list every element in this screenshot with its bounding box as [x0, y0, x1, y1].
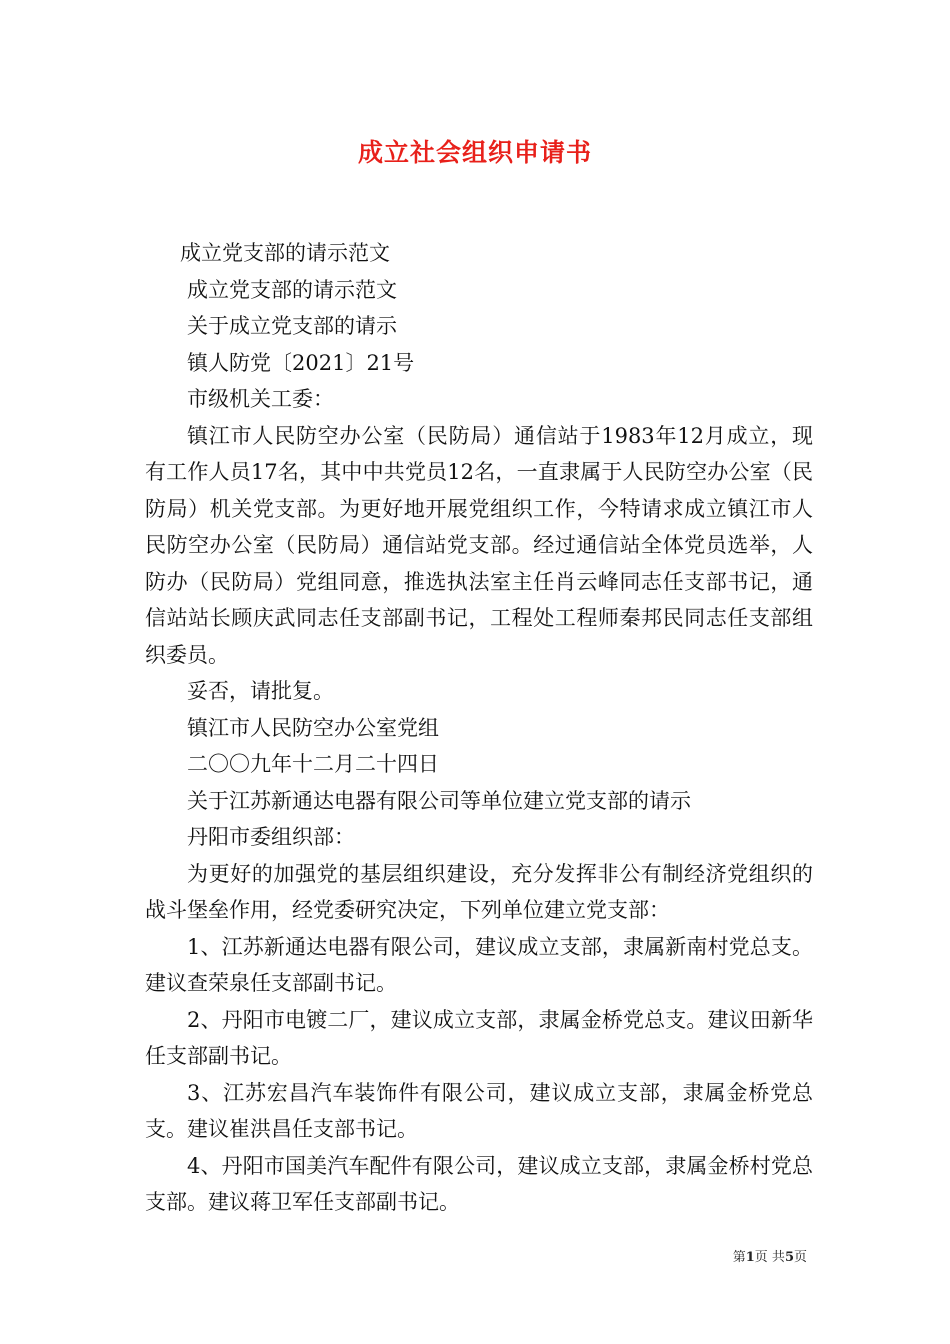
list-item: 4、丹阳市国美汽车配件有限公司，建议成立支部，隶属金桥村党总支部。建议蒋卫军任支部副书记。 [145, 1153, 813, 1214]
footer-suffix: 页 [793, 1250, 807, 1265]
paragraph-subheading: 成立党支部的请示范文 [187, 277, 397, 302]
paragraph-request-title: 关于成立党支部的请示 [187, 314, 397, 338]
paragraph-second-title: 关于江苏新通达电器有限公司等单位建立党支部的请示 [187, 788, 691, 813]
document-body [145, 235, 813, 1221]
paragraph-signature-org: 镇江市人民防空办公室党组 [187, 715, 439, 740]
list-item: 1、江苏新通达电器有限公司，建议成立支部，隶属新南村党总支。建议查荣泉任支部副书记。 [145, 934, 813, 995]
footer-middle: 页 共 [754, 1250, 785, 1265]
footer-prefix: 第 [732, 1250, 746, 1265]
paragraph-date: 二〇〇九年十二月二十四日 [187, 752, 439, 776]
document-title: 成立社会组织申请书 [357, 138, 592, 167]
paragraph-second-addressee: 丹阳市委组织部： [187, 825, 355, 849]
paragraph-request-approval: 妥否，请批复。 [187, 679, 334, 703]
footer-page-number: 1 [745, 1250, 755, 1265]
footer-total-pages: 5 [784, 1250, 794, 1265]
page-footer [733, 1246, 807, 1265]
list-item: 3、江苏宏昌汽车装饰件有限公司，建议成立支部，隶属金桥党总支。建议崔洪昌任支部书记。 [145, 1080, 813, 1141]
paragraph-second-intro: 为更好的加强党的基层组织建设，充分发挥非公有制经济党组织的战斗堡垒作用，经党委研究决定，下列单位建立党支部： [145, 861, 813, 922]
paragraph-doc-number: 镇人防党〔2021〕21号 [187, 350, 415, 375]
paragraph-heading: 成立党支部的请示范文 [180, 241, 390, 265]
paragraph-body-main: 镇江市人民防空办公室（民防局）通信站于1983年12月成立，现有工作人员17名，其中中共党员12名，一直隶属于人民防空办公室（民防局）机关党支部。为更好地开展党组织工作，今特请求成立镇江市人民防空办公室（民防局）通信站党支部。经过通信站全体党员选举，人防办（民防局）党组同意，推选执法室主任肖云峰同志任支部书记，通信站站长顾庆武同志任支部副书记，工程处工程师秦邦民同志任支部组织委员。 [145, 423, 813, 667]
paragraph-addressee: 市级机关工委： [187, 387, 334, 411]
list-item: 2、丹阳市电镀二厂，建议成立支部，隶属金桥党总支。建议田新华任支部副书记。 [145, 1007, 813, 1068]
